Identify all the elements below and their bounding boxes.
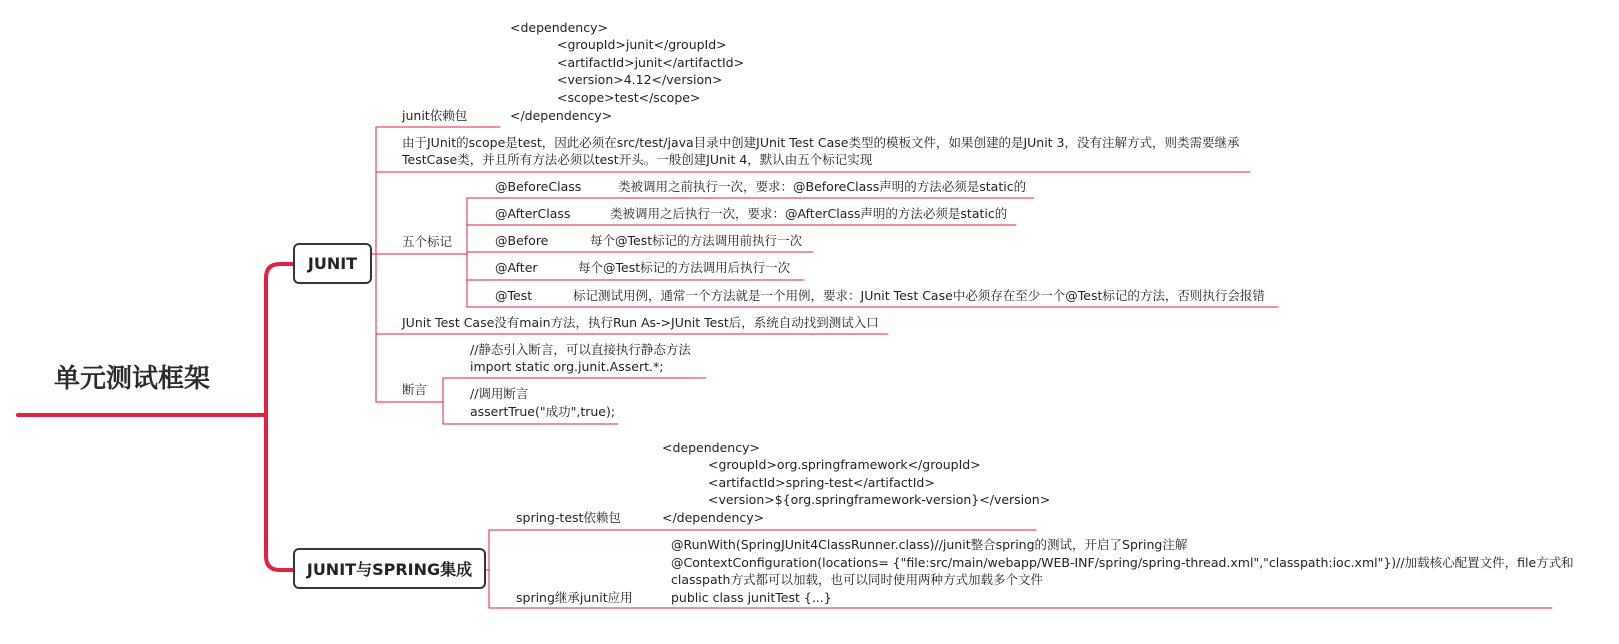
xml-line: <version>${org.springframework-version}</version>: [708, 492, 1051, 507]
xml-line: <version>4.12</version>: [557, 72, 723, 87]
junit-dependency-label[interactable]: junit依赖包: [402, 108, 468, 123]
xml-line: <scope>test</scope>: [557, 90, 701, 105]
scope-note-line: TestCase类，并且所有方法必须以test开头。一般创建JUnit 4，默认由五个标记实现: [402, 152, 873, 167]
annotation-desc[interactable]: 类被调用之后执行一次，要求：@AfterClass声明的方法必须是static的: [610, 206, 1008, 221]
annotation-desc[interactable]: 每个@Test标记的方法调用后执行一次: [578, 260, 791, 275]
xml-line: </dependency>: [662, 510, 765, 525]
annotation-desc[interactable]: 标记测试用例，通常一个方法就是一个用例，要求：JUnit Test Case中必须存在至少一个@Test标记的方法，否则执行会报错: [573, 288, 1265, 303]
main-method-note[interactable]: JUnit Test Case没有main方法，执行Run As->JUnit Test后，系统自动找到测试入口: [402, 315, 879, 330]
scope-note-line: 由于JUnit的scope是test，因此必须在src/test/java目录中创建JUnit Test Case类型的模板文件，如果创建的是JUnit 3，没有注解方式，则类需要继承: [402, 135, 1240, 150]
code-line: assertTrue("成功",true);: [470, 404, 616, 419]
spring-dependency-label[interactable]: spring-test依赖包: [516, 510, 621, 525]
code-line: @ContextConfiguration(locations= {"file:src/main/webapp/WEB-INF/spring/spring-thread.xml","classpath:ioc.xml"})//加载核心配置文件，file方式和: [671, 555, 1574, 570]
xml-line: <artifactId>junit</artifactId>: [557, 55, 745, 70]
code-line: //静态引入断言，可以直接执行静态方法: [470, 342, 691, 357]
junit-topic[interactable]: JUNIT: [293, 243, 372, 284]
code-line: import static org.junit.Assert.*;: [470, 359, 664, 374]
annotation-desc[interactable]: 类被调用之前执行一次，要求：@BeforeClass声明的方法必须是static的: [618, 179, 1027, 194]
xml-line: <groupId>org.springframework</groupId>: [708, 457, 981, 472]
xml-line: <groupId>junit</groupId>: [557, 37, 727, 52]
code-line: //调用断言: [470, 386, 529, 401]
xml-line: <dependency>: [662, 440, 760, 455]
xml-line: </dependency>: [510, 108, 613, 123]
annotations-label[interactable]: 五个标记: [402, 234, 453, 249]
annotation-name[interactable]: @Before: [495, 233, 549, 248]
code-line: @RunWith(SpringJUnit4ClassRunner.class)//junit整合spring的测试，开启了Spring注解: [671, 537, 1188, 552]
annotation-name[interactable]: @After: [495, 260, 538, 275]
code-line: public class junitTest {...}: [671, 590, 832, 605]
annotation-name[interactable]: @BeforeClass: [495, 179, 582, 194]
annotation-desc[interactable]: 每个@Test标记的方法调用前执行一次: [590, 233, 803, 248]
assert-label[interactable]: 断言: [402, 382, 428, 397]
code-line: classpath方式都可以加载，也可以同时使用两种方式加载多个文件: [671, 572, 1043, 587]
root-topic[interactable]: 单元测试框架: [54, 364, 211, 394]
annotation-name[interactable]: @Test: [495, 288, 533, 303]
xml-line: <artifactId>spring-test</artifactId>: [708, 475, 935, 490]
spring-topic[interactable]: JUNIT与SPRING集成: [293, 548, 486, 589]
spring-usage-label[interactable]: spring继承junit应用: [516, 590, 633, 605]
annotation-name[interactable]: @AfterClass: [495, 206, 571, 221]
xml-line: <dependency>: [510, 20, 608, 35]
